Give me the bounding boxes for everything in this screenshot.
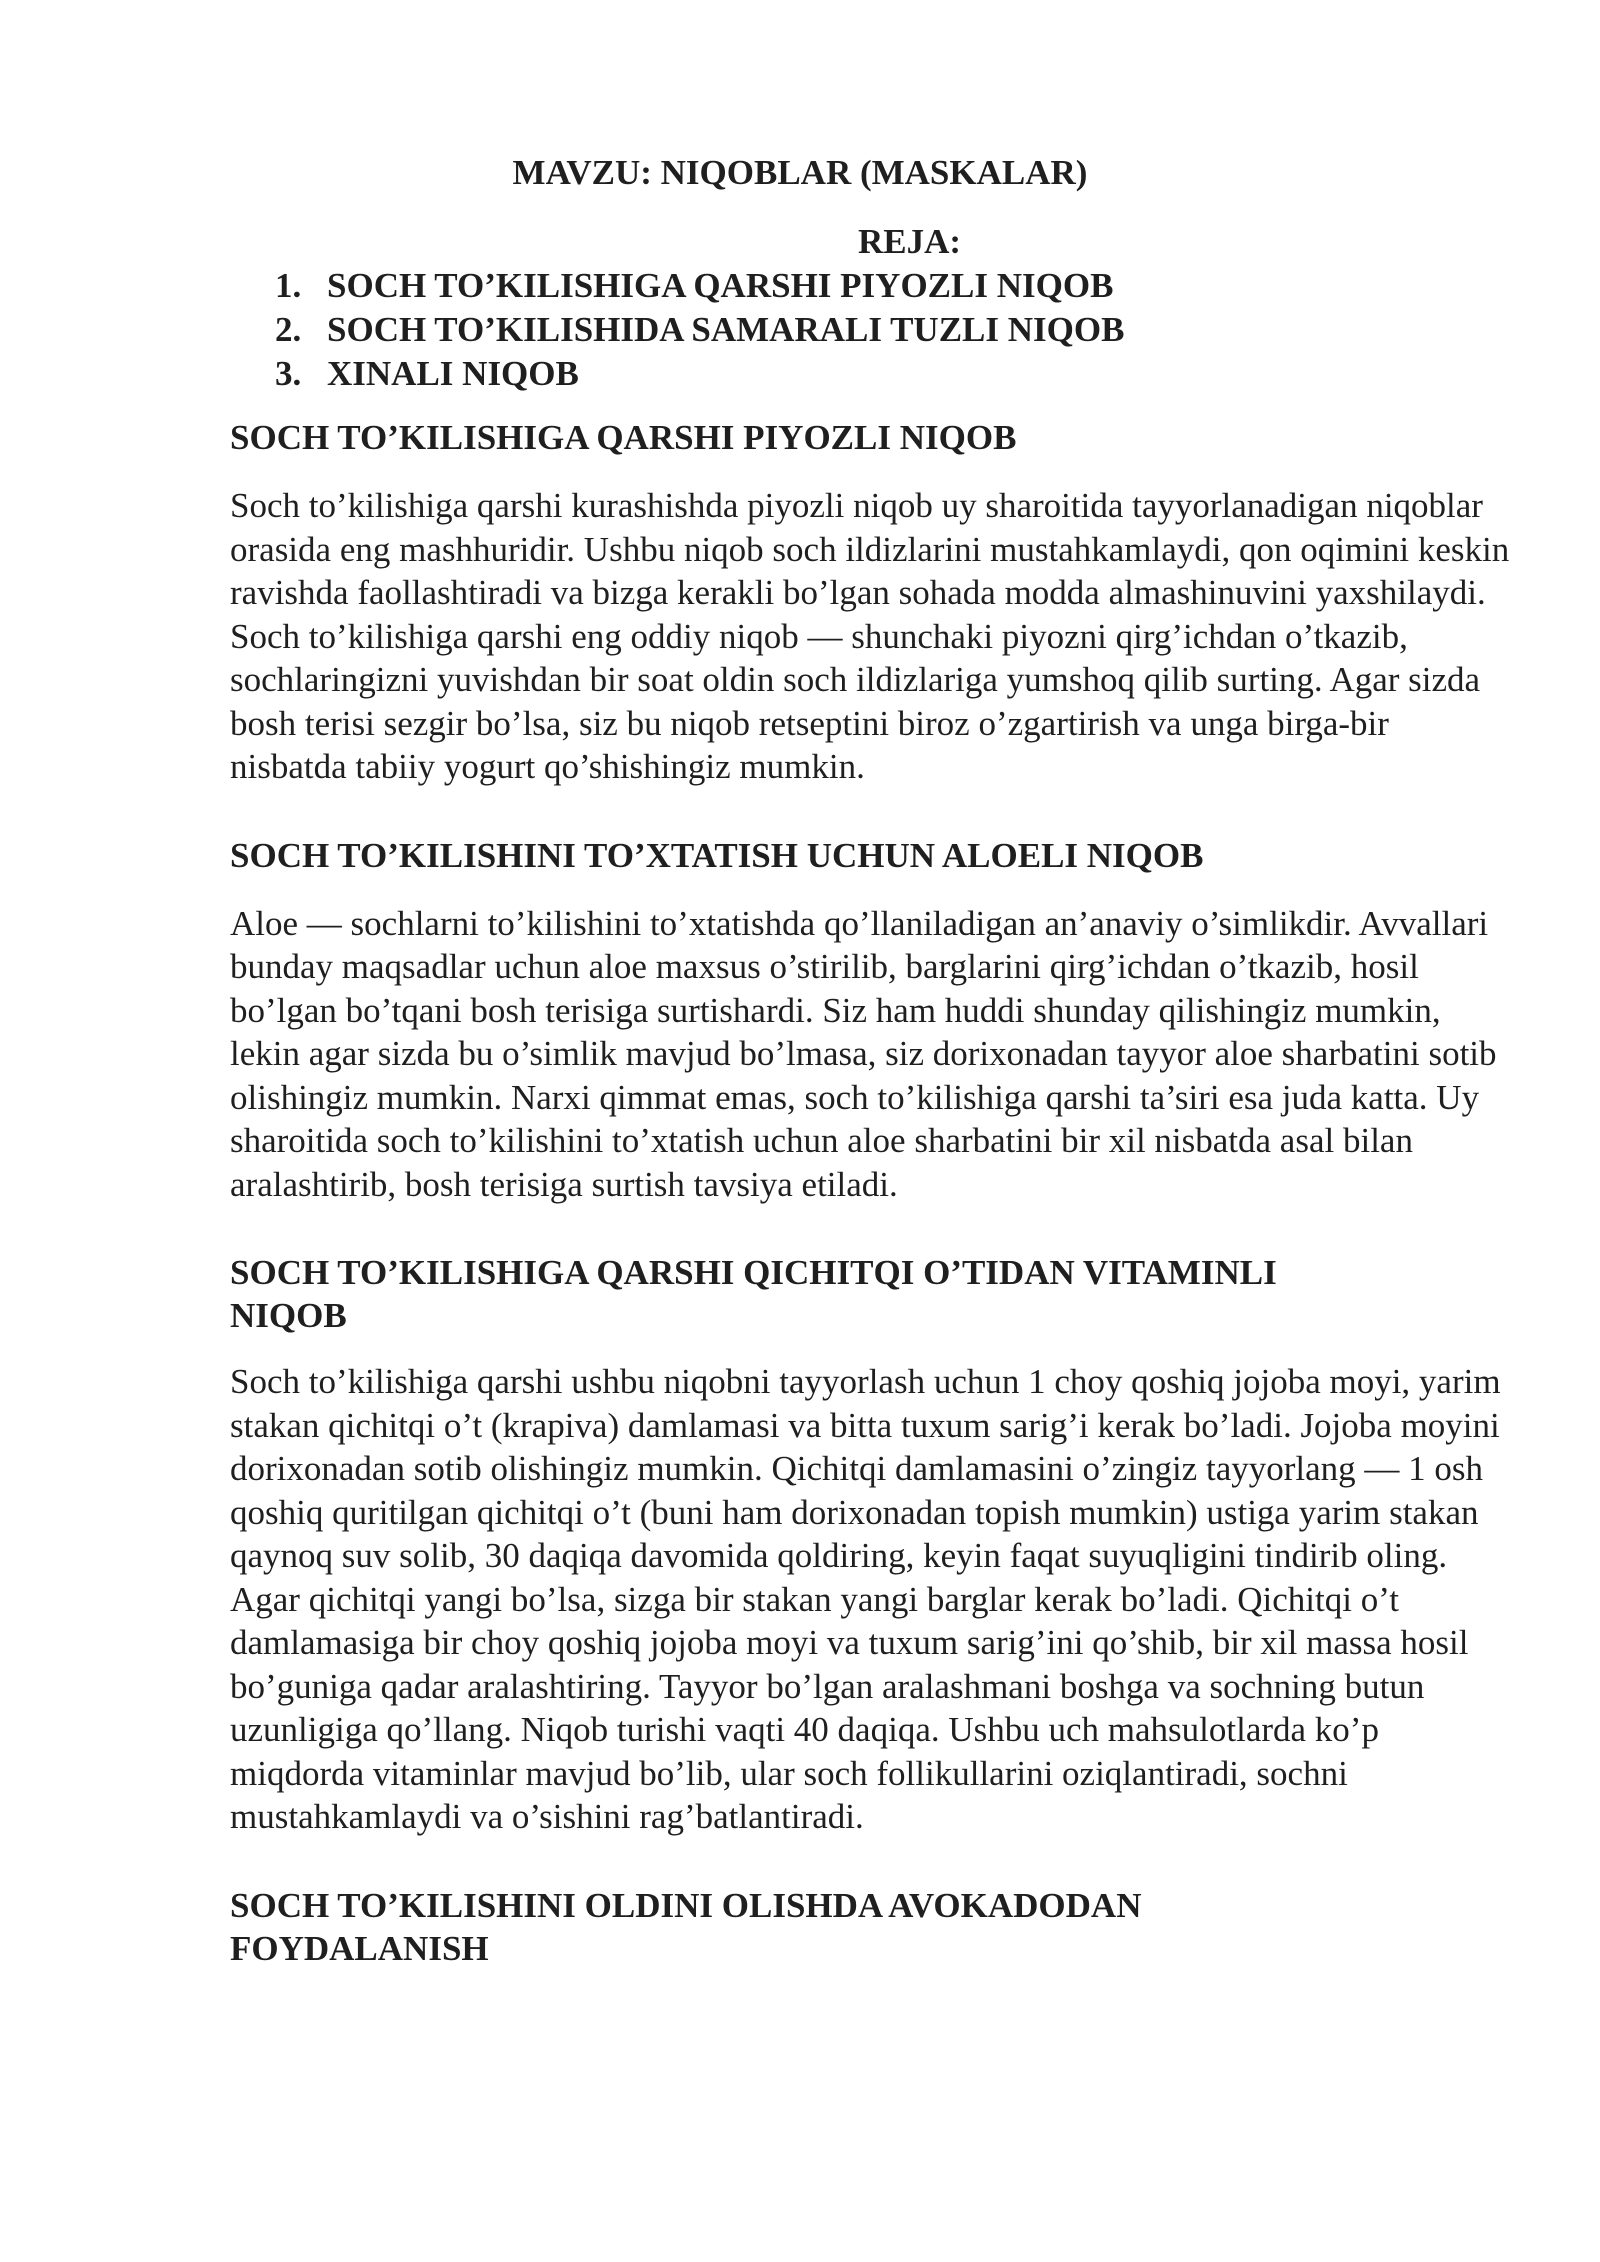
plan-item xyxy=(275,352,1124,396)
plan-list xyxy=(275,264,1124,396)
plan-item-text: SOCH TO’KILISHIDA SAMARALI TUZLI NIQOB xyxy=(327,310,1125,349)
plan-item xyxy=(275,264,1124,308)
plan-item-number: 1. xyxy=(275,266,302,305)
plan-item-number: 3. xyxy=(275,354,302,393)
section-paragraph-onion-mask: Soch to’kilishiga qarshi kurashishda piyozli niqob uy sharoitida tayyorlanadigan niqoblar orasida eng mashhuridir. Ushbu niqob soch ildizlarini mustahkamlaydi, qon oqimini keskin ravishda faollashtiradi va bizga kerakli bo’lgan sohada modda almashinuvini yaxshilaydi. Soch to’kilishiga qarshi eng oddiy niqob — shunchaki piyozni qirg’ichdan o’tkazib, sochlaringizni yuvishdan bir soat oldin soch ildizlariga yumshoq qilib surting. Agar sizda bosh terisi sezgir bo’lsa, siz bu niqob retseptini biroz o’zgartirish va unga birga-bir nisbatda tabiiy yogurt qo’shishingiz mumkin. xyxy=(230,486,1510,786)
plan-item xyxy=(275,308,1124,352)
plan-item-text: SOCH TO’KILISHIGA QARSHI PIYOZLI NIQOB xyxy=(327,266,1114,305)
section-heading-aloe-mask: SOCH TO’KILISHINI TO’XTATISH UCHUN ALOELI NIQOB xyxy=(230,835,1204,875)
plan-item-text: XINALI NIQOB xyxy=(327,354,579,393)
section-heading-nettle-mask xyxy=(230,1251,1490,1337)
section-heading-avocado xyxy=(230,1884,1490,1970)
plan-item-number: 2. xyxy=(275,310,302,349)
document-body xyxy=(230,416,1510,1970)
section-paragraph-aloe-mask: Aloe — sochlarni to’kilishini to’xtatishda qo’llaniladigan an’anaviy o’simlikdir. Avvallari bunday maqsadlar uchun aloe maxsus o’stirilib, barglarini qirg’ichdan o’tkazib, hosil bo’lgan bo’tqani bosh terisiga surtishardi. Siz ham huddi shunday qilishingiz mumkin, lekin agar sizda bu o’simlik mavjud bo’lmasa, siz dorixonadan tayyor aloe sharbatini sotib olishingiz mumkin. Narxi qimmat emas, soch to’kilishiga qarshi ta’siri esa juda katta. Uy sharoitida soch to’kilishini to’xtatish uchun aloe sharbatini bir xil nisbatda asal bilan aralashtirib, bosh terisiga surtish tavsiya etiladi. xyxy=(230,903,1497,1204)
section-heading-text: SOCH TO’KILISHIGA QARSHI QICHITQI O’TIDAN VITAMINLI NIQOB xyxy=(230,1253,1277,1335)
section-heading-text: SOCH TO’KILISHINI OLDINI OLISHDA AVOKADODAN FOYDALANISH xyxy=(230,1885,1142,1968)
section-heading-onion-mask: SOCH TO’KILISHIGA QARSHI PIYOZLI NIQOB xyxy=(230,418,1017,457)
section-paragraph-nettle-mask: Soch to’kilishiga qarshi ushbu niqobni tayyorlash uchun 1 choy qoshiq jojoba moyi, yarim stakan qichitqi o’t (krapiva) damlamasi va bitta tuxum sarig’i kerak bo’ladi. Jojoba moyini dorixonadan sotib olishingiz mumkin. Qichitqi damlamasini o’zingiz tayyorlang — 1 osh qoshiq quritilgan qichitqi o’t (buni ham dorixonadan topish mumkin) ustiga yarim stakan qaynoq suv solib, 30 daqiqa davomida qoldiring, keyin faqat suyuqligini tindirib oling. Agar qichitqi yangi bo’lsa, sizga bir stakan yangi barglar kerak bo’ladi. Qichitqi o’t damlamasiga bir choy qoshiq jojoba moyi va tuxum sarig’ini qo’shib, bir xil massa hosil bo’guniga qadar aralashtiring. Tayyor bo’lgan aralashmani boshga va sochning butun uzunligiga qo’llang. Niqob turishi vaqti 40 daqiqa. Ushbu uch mahsulotlarda ko’p miqdorda vitaminlar mavjud bo’lib, ular soch follikullarini oziqlantiradi, sochni mustahkamlaydi va o’sishini rag’batlantiradi. xyxy=(230,1362,1501,1836)
document-title: MAVZU: NIQOBLAR (MASKALAR) xyxy=(512,153,1088,192)
plan-label: REJA: xyxy=(858,222,962,261)
